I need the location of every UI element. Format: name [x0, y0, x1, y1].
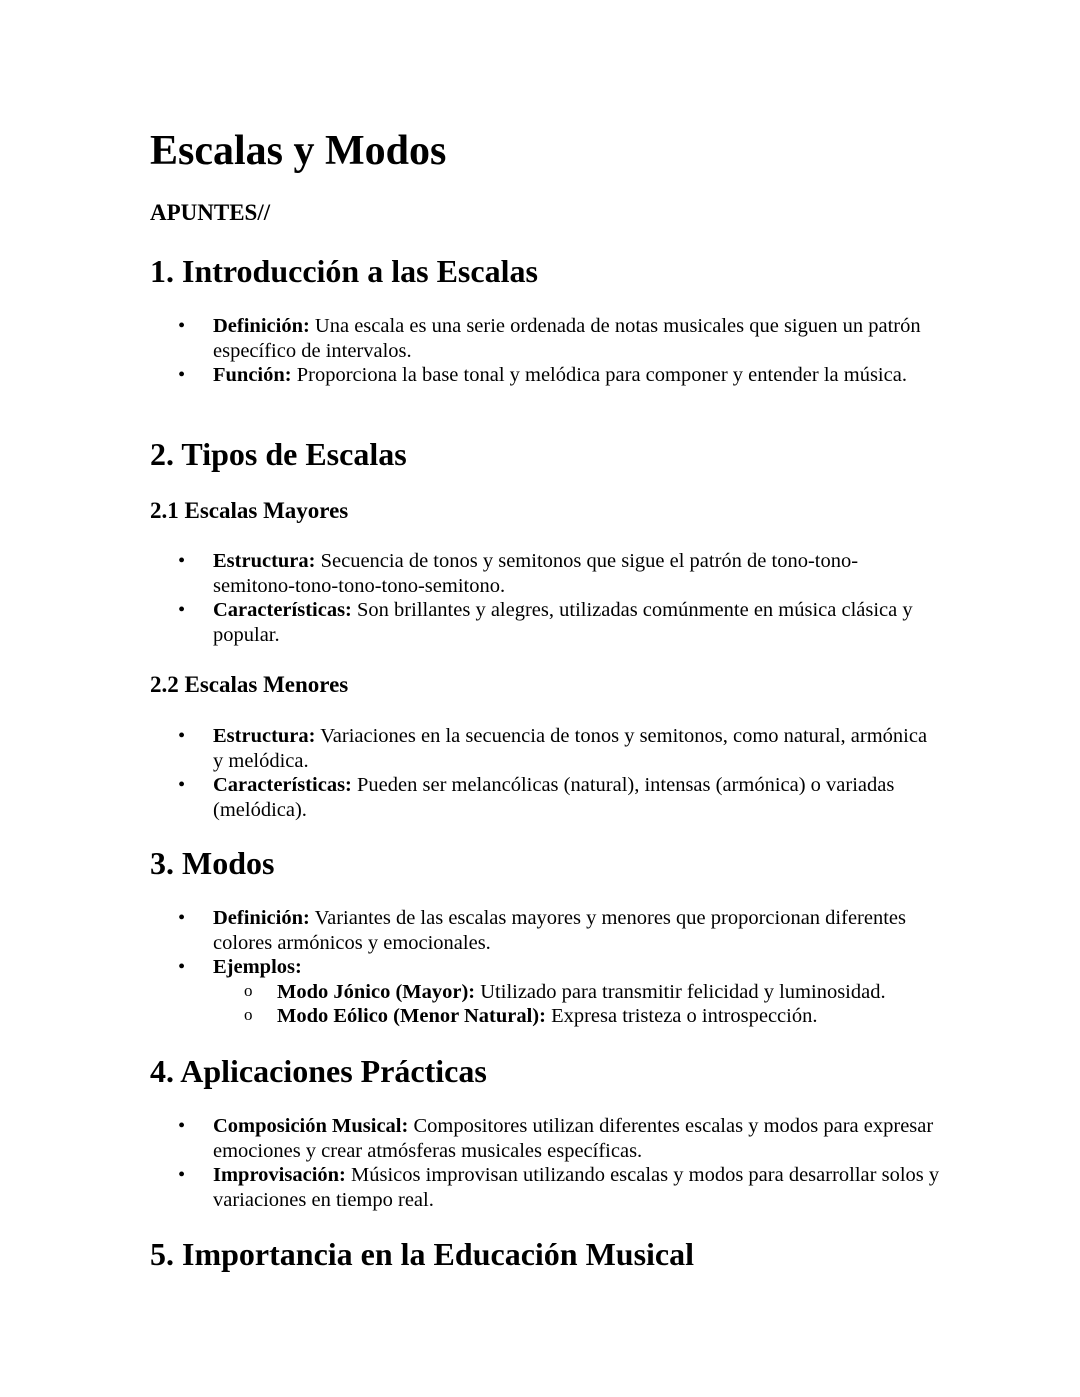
- item-term: Estructura:: [213, 725, 316, 747]
- item-text: Utilizado para transmitir felicidad y luminosidad.: [480, 980, 886, 1003]
- item-term: Improvisación:: [213, 1164, 346, 1186]
- item-term: Estructura:: [213, 550, 316, 572]
- item-text: Compositores utilizan diferentes escalas y modos para expresar emociones y crear atmósferas musicales específicas.: [213, 1115, 934, 1162]
- item-term: Características:: [213, 774, 352, 796]
- intro-list: [150, 314, 940, 388]
- sublist-item: [213, 980, 940, 1005]
- aplicaciones-list: [150, 1114, 940, 1212]
- document-subtitle: APUNTES//: [150, 200, 271, 225]
- item-text: Una escala es una serie ordenada de notas musicales que siguen un patrón específico de intervalos.: [213, 315, 921, 362]
- item-text: Músicos improvisan utilizando escalas y modos para desarrollar solos y variaciones en tiempo real.: [213, 1164, 940, 1211]
- list-item: [150, 773, 940, 822]
- section-heading-tipos: 2. Tipos de Escalas: [150, 436, 407, 472]
- document-title: Escalas y Modos: [150, 128, 447, 174]
- section-heading-intro: 1. Introducción a las Escalas: [150, 253, 538, 289]
- sublist-item: [213, 1004, 940, 1029]
- item-term: Modo Jónico (Mayor):: [277, 980, 476, 1003]
- item-text: Son brillantes y alegres, utilizadas comúnmente en música clásica y popular.: [213, 599, 913, 646]
- subsection-heading-mayores: 2.1 Escalas Mayores: [150, 498, 349, 523]
- item-text: Expresa tristeza o introspección.: [551, 1005, 818, 1027]
- item-text: Pueden ser melancólicas (natural), intensas (armónica) o variadas (melódica).: [213, 774, 895, 821]
- item-term: Ejemplos:: [213, 956, 302, 978]
- mayores-list: [150, 549, 940, 647]
- item-text: Variaciones en la secuencia de tonos y semitonos, como natural, armónica y melódica.: [213, 725, 928, 772]
- section-heading-importancia: 5. Importancia en la Educación Musical: [150, 1236, 695, 1272]
- list-item: [150, 314, 940, 363]
- item-text: Secuencia de tonos y semitonos que sigue el patrón de tono-tono-semitono-tono-tono-tono-semitono.: [213, 550, 859, 597]
- item-term: Composición Musical:: [213, 1115, 409, 1137]
- section-heading-aplicaciones: 4. Aplicaciones Prácticas: [150, 1053, 487, 1089]
- section-heading-modos: 3. Modos: [150, 845, 275, 881]
- item-term: Función:: [213, 364, 292, 386]
- item-text: Variantes de las escalas mayores y menores que proporcionan diferentes colores armónicos y emocionales.: [213, 907, 906, 954]
- list-item: [150, 1163, 940, 1212]
- item-term: Modo Eólico (Menor Natural):: [277, 1005, 546, 1027]
- list-item: [150, 549, 940, 598]
- list-item: [150, 1114, 940, 1163]
- list-item: [150, 724, 940, 773]
- list-item: [150, 363, 940, 388]
- examples-sublist: [213, 980, 940, 1029]
- item-term: Características:: [213, 599, 352, 621]
- item-text: Proporciona la base tonal y melódica para componer y entender la música.: [296, 364, 907, 386]
- list-item: [150, 955, 940, 1029]
- subsection-heading-menores: 2.2 Escalas Menores: [150, 672, 349, 697]
- list-item: [150, 598, 940, 647]
- item-term: Definición:: [213, 315, 310, 337]
- list-item: [150, 906, 940, 955]
- item-term: Definición:: [213, 907, 310, 929]
- menores-list: [150, 724, 940, 822]
- modos-list: [150, 906, 940, 1029]
